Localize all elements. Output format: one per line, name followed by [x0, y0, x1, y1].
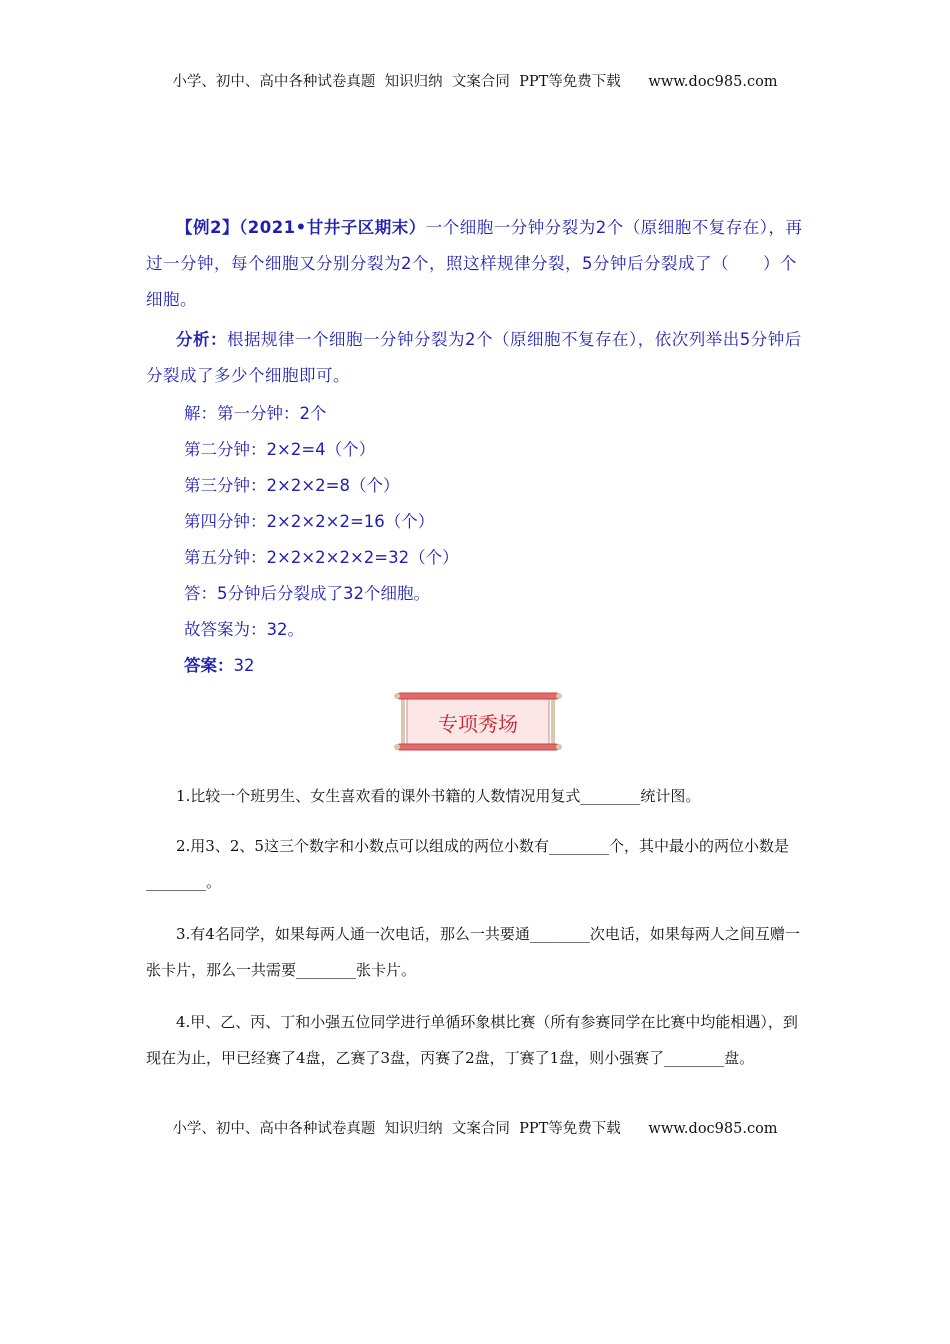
page-footer: 小学、初中、高中各种试卷真题 知识归纳 文案合同 PPT等免费下载 www.doc985.com — [172, 1121, 778, 1137]
final-answer — [184, 656, 255, 676]
analysis — [146, 322, 811, 394]
solution-line-1: 解：第一分钟：2个 — [184, 404, 327, 423]
answer-label: 答案： — [184, 656, 234, 675]
solution-line-4: 第四分钟：2×2×2×2=16（个） — [184, 512, 435, 531]
analysis-label: 分析： — [176, 330, 227, 349]
solution-line-2: 第二分钟：2×2=4（个） — [184, 440, 376, 459]
answer-value: 32 — [233, 656, 255, 675]
banner-title: 专项秀场 — [438, 712, 518, 736]
question-3: 3.有4名同学，如果每两人通一次电话，那么一共要通________次电话，如果每两人之间互赠一张卡片，那么一共需要________张卡片。 — [146, 925, 800, 979]
section-banner — [393, 688, 563, 754]
example-question-text: 一个细胞一分钟分裂为2个（原细胞不复存在），再过一分钟，每个细胞又分别分裂为2个，照这样规律分裂，5分钟后分裂成了（ ）个细胞。 — [146, 218, 803, 309]
question-2: 2.用3、2、5这三个数字和小数点可以组成的两位小数有________个，其中最小的两位小数是________。 — [146, 837, 789, 891]
solution-line-3: 第三分钟：2×2×2=8（个） — [184, 476, 400, 495]
example-tag: 【例2】（2021•甘井子区期末） — [176, 218, 426, 237]
example-question — [146, 210, 811, 318]
scroll-banner-graphic — [393, 688, 563, 754]
page-header: 小学、初中、高中各种试卷真题 知识归纳 文案合同 PPT等免费下载 www.doc985.com — [172, 74, 778, 90]
solution-line-6: 答：5分钟后分裂成了32个细胞。 — [184, 584, 430, 603]
analysis-text: 根据规律一个细胞一分钟分裂为2个（原细胞不复存在），依次列举出5分钟后分裂成了多少个细胞即可。 — [146, 330, 802, 385]
solution-line-7: 故答案为：32。 — [184, 620, 304, 639]
solution-line-5: 第五分钟：2×2×2×2×2=32（个） — [184, 548, 459, 567]
question-1: 1.比较一个班男生、女生喜欢看的课外书籍的人数情况用复式________统计图。 — [176, 787, 701, 805]
question-4: 4.甲、乙、丙、丁和小强五位同学进行单循环象棋比赛（所有参赛同学在比赛中均能相遇），到现在为止，甲已经赛了4盘，乙赛了3盘，丙赛了2盘，丁赛了1盘，则小强赛了________盘。 — [146, 1013, 798, 1067]
